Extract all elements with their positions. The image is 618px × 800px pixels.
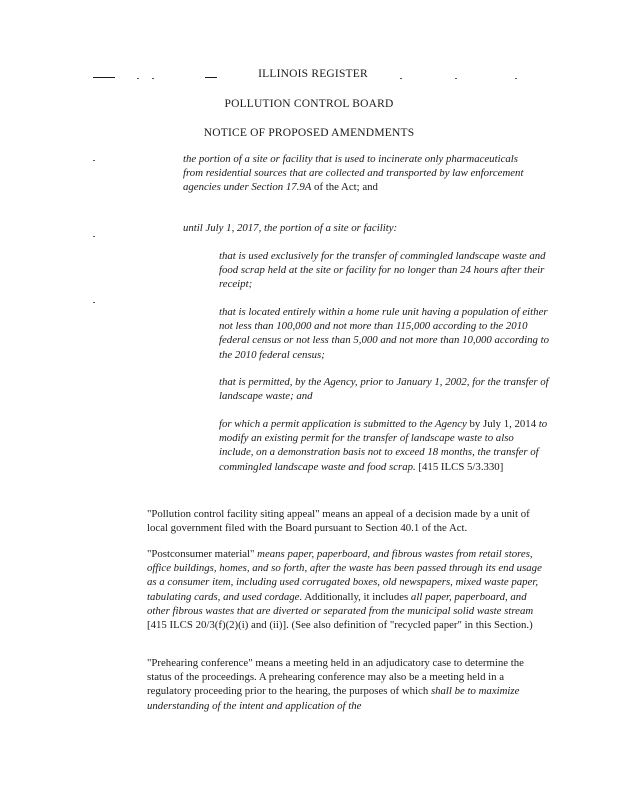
subparagraph: [219, 305, 549, 362]
plain-text: of the Act; and: [311, 181, 378, 194]
italic-text: for which a permit application is submitted to the Agency: [219, 418, 467, 430]
definition-paragraph: [147, 547, 543, 632]
citation: [415 ILCS 5/3.330]: [415, 460, 504, 473]
italic-text: that is used exclusively for the transfer of commingled landscape waste and food scrap held at the site or facility for no longer than 24 hours after their receipt;: [219, 250, 546, 291]
italic-text: that is located entirely within a home rule unit having a population of either not less than 100,000 and not more than 115,000 according to the 2010 federal census or not less than 5,000 and not more than 10,000 according to the 2010 federal census;: [219, 306, 549, 361]
italic-text: that is permitted, by the Agency, prior to January 1, 2002, for the transfer of landscape waste; and: [219, 376, 549, 403]
subparagraph: [219, 417, 549, 474]
plain-text: "Prehearing conference" means a meeting held in an adjudicatory case to determine the status of the proceedings. A prehearing conference may also be a meeting held in a regulatory proceeding prior to the hearing, the purposes of which: [147, 657, 524, 698]
subparagraph: [219, 375, 549, 403]
term: "Postconsumer material": [147, 548, 258, 560]
definition-paragraph: [183, 152, 535, 195]
scan-speck: [93, 302, 95, 303]
agency-heading: POLLUTION CONTROL BOARD: [224, 98, 394, 110]
definition-paragraph: [147, 507, 543, 535]
citation: [415 ILCS 20/3(f)(2)(i) and (ii)]. (See also definition of "recycled paper" in this Section.): [147, 619, 533, 632]
subparagraph: [219, 249, 549, 292]
plain-text: by July 1, 2014: [466, 418, 539, 430]
plain-text: "Pollution control facility siting appeal" means an appeal of a decision made by a unit of local government filed with the Board pursuant to Section 40.1 of the Act.: [147, 508, 530, 535]
register-heading: ILLINOIS REGISTER: [258, 68, 368, 80]
plain-text: Additionally, it includes: [302, 590, 411, 603]
notice-heading: NOTICE OF PROPOSED AMENDMENTS: [203, 127, 415, 139]
scan-speck: [93, 160, 95, 161]
definition-paragraph: [147, 656, 543, 713]
italic-text: until July 1, 2017, the portion of a site or facility:: [183, 222, 398, 234]
italic-text: to modify an existing permit for the transfer of landscape waste to also include, on a demonstration basis not to exceed 18 months, the transfer of commingled landscape waste and food scrap.: [219, 418, 548, 473]
italic-text: means paper, paperboard, and fibrous wastes from retail stores, office buildings, homes, and so forth, after the waste has been passed through its end usage as a consumer item, including used corrugated boxes, old newspapers, mixed waste paper, tabulating cards, and used cordage.: [147, 548, 542, 603]
scan-speck: [93, 236, 95, 237]
italic-text: the portion of a site or facility that is used to incinerate only pharmaceuticals from residential sources that are collected and transported by law enforcement agencies under Section 17.9A: [183, 153, 524, 194]
italic-text: shall be to maximize understanding of the intent and application of the: [147, 685, 520, 712]
definition-paragraph: [183, 221, 543, 235]
italic-text: all paper, paperboard, and other fibrous wastes that are diverted or separated from the municipal solid waste stream: [147, 590, 534, 617]
